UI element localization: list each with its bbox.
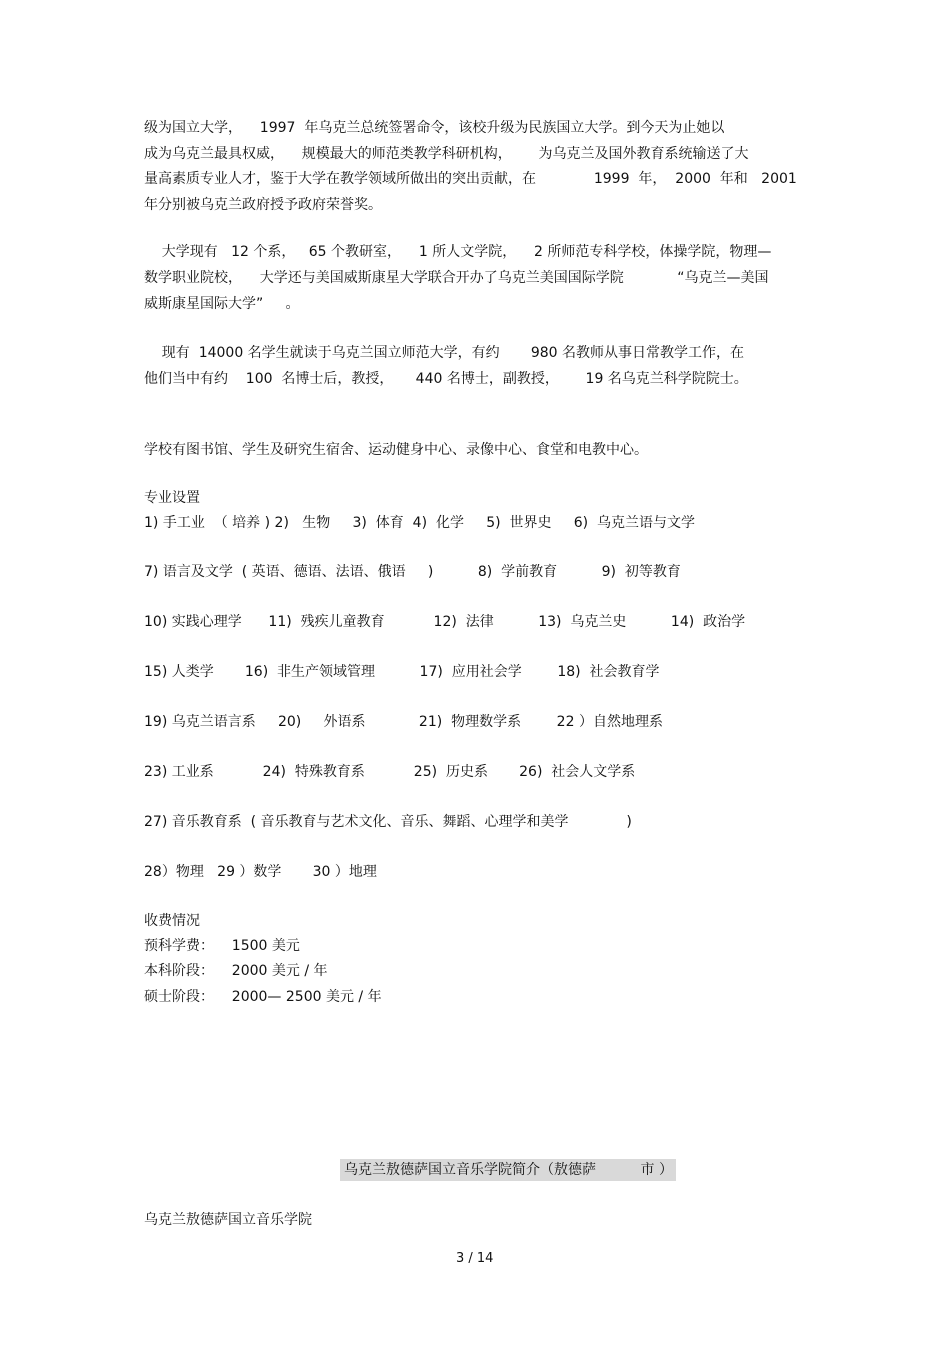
majors-line: 23) 工业系 24) 特殊教育系 25) 历史系 26) 社会人文学系 — [144, 764, 636, 780]
text-line: 现有 14000 名学生就读于乌克兰国立师范大学，有约 980 名教师从事日常教学工作，在 — [144, 345, 745, 361]
fee-line: 预科学费： 1500 美元 — [144, 938, 300, 954]
majors-line: 19) 乌克兰语言系 20) 外语系 21) 物理数学系 22 ）自然地理系 — [144, 714, 663, 730]
text-line: 量高素质专业人才，鉴于大学在教学领域所做出的突出贡献，在 1999 年， 2000 年和 2001 — [144, 171, 797, 187]
paragraph-facilities: 学校有图书馆、学生及研究生宿舍、运动健身中心、录像中心、食堂和电教中心。 — [144, 442, 648, 458]
majors-title: 专业设置 — [144, 490, 200, 506]
majors-line: 7) 语言及文学 ( 英语、德语、法语、俄语 ) 8) 学前教育 9) 初等教育 — [144, 564, 681, 580]
section-heading: 乌克兰敖德萨国立音乐学院简介（敖德萨 市 ） — [344, 1162, 673, 1178]
text-line: 数学职业院校， 大学还与美国威斯康星大学联合开办了乌克兰美国国际学院 “乌克兰—美国 — [144, 270, 769, 286]
text-line: 大学现有 12 个系， 65 个教研室， 1 所人文学院， 2 所师范专科学校，体操学院，物理— — [144, 244, 772, 260]
majors-line: 27) 音乐教育系 ( 音乐教育与艺术文化、音乐、舞蹈、心理学和美学 ) — [144, 814, 632, 830]
majors-line: 10) 实践心理学 11) 残疾儿童教育 12) 法律 13) 乌克兰史 14) 政治学 — [144, 614, 746, 630]
text-line: 威斯康星国际大学” 。 — [144, 296, 300, 312]
text-line: 成为乌克兰最具权威， 规模最大的师范类教学科研机构， 为乌克兰及国外教育系统输送了大 — [144, 146, 749, 162]
text-line: 级为国立大学， 1997 年乌克兰总统签署命令，该校升级为民族国立大学。到今天为止她以 — [144, 120, 725, 136]
section-subtitle: 乌克兰敖德萨国立音乐学院 — [144, 1212, 312, 1228]
fee-line: 硕士阶段： 2000— 2500 美元 / 年 — [144, 989, 382, 1005]
fees-title: 收费情况 — [144, 913, 200, 929]
page-number: 3 / 14 — [456, 1251, 494, 1266]
majors-line: 28）物理 29 ）数学 30 ）地理 — [144, 864, 377, 880]
text-line: 他们当中有约 100 名博士后，教授， 440 名博士，副教授， 19 名乌克兰科学院院士。 — [144, 371, 748, 387]
majors-line: 15) 人类学 16) 非生产领域管理 17) 应用社会学 18) 社会教育学 — [144, 664, 660, 680]
fee-line: 本科阶段： 2000 美元 / 年 — [144, 963, 328, 979]
majors-line: 1) 手工业 （ 培养 ) 2) 生物 3) 体育 4) 化学 5) 世界史 6) 乌克兰语与文学 — [144, 515, 695, 531]
text-line: 年分别被乌克兰政府授予政府荣誉奖。 — [144, 197, 382, 213]
